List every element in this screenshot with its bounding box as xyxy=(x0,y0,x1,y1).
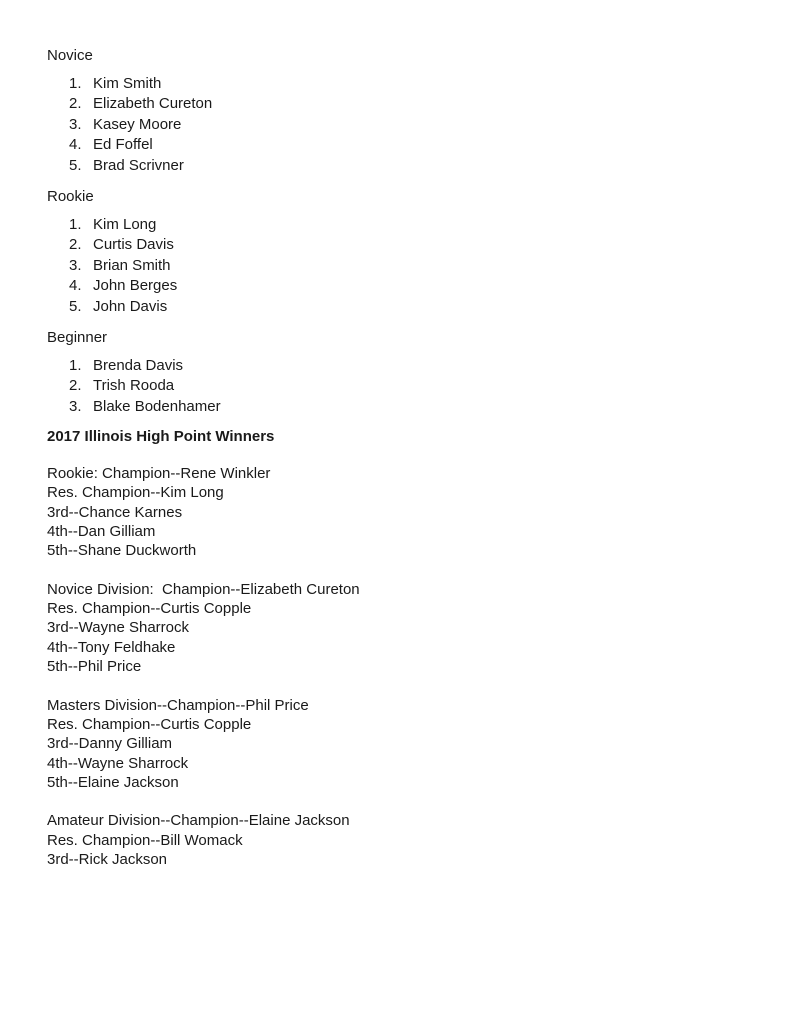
high-point-group-rookie xyxy=(47,464,747,560)
list-name: Brad Scrivner xyxy=(93,156,184,174)
list-number: 1. xyxy=(69,356,82,374)
high-point-section xyxy=(47,426,747,869)
list-name: John Davis xyxy=(93,297,168,315)
section-heading: Rookie xyxy=(47,187,94,205)
list-name: Brenda Davis xyxy=(93,356,184,374)
ranked-list xyxy=(47,215,747,317)
list-item xyxy=(47,235,747,255)
document-page xyxy=(47,45,747,869)
high-point-line: 5th--Elaine Jackson xyxy=(47,773,179,791)
list-number: 1. xyxy=(69,215,82,233)
list-item xyxy=(47,74,747,94)
list-item xyxy=(47,297,747,317)
high-point-group-masters xyxy=(47,696,747,792)
list-name: Curtis Davis xyxy=(93,236,174,254)
list-name: Blake Bodenhamer xyxy=(93,397,221,415)
high-point-line: 4th--Wayne Sharrock xyxy=(47,754,189,772)
high-point-title: 2017 Illinois High Point Winners xyxy=(47,428,275,446)
list-number: 2. xyxy=(69,236,82,254)
list-name: Brian Smith xyxy=(93,256,171,274)
high-point-line: Res. Champion--Kim Long xyxy=(47,484,224,502)
list-item xyxy=(47,397,747,417)
section-rookie xyxy=(47,186,747,317)
section-beginner xyxy=(47,327,747,417)
high-point-line: 4th--Tony Feldhake xyxy=(47,638,176,656)
section-novice xyxy=(47,45,747,176)
list-number: 4. xyxy=(69,277,82,295)
list-item xyxy=(47,276,747,296)
high-point-group-amateur xyxy=(47,811,747,869)
high-point-line: Masters Division--Champion--Phil Price xyxy=(47,696,309,714)
list-item xyxy=(47,156,747,176)
list-item xyxy=(47,256,747,276)
high-point-line: Rookie: Champion--Rene Winkler xyxy=(47,465,271,483)
list-number: 5. xyxy=(69,297,82,315)
list-item xyxy=(47,376,747,396)
ranked-list xyxy=(47,74,747,176)
list-number: 1. xyxy=(69,75,82,92)
high-point-line: Res. Champion--Bill Womack xyxy=(47,831,243,849)
high-point-line: 3rd--Danny Gilliam xyxy=(47,735,173,753)
list-number: 4. xyxy=(69,136,82,154)
high-point-group-novice xyxy=(47,580,747,676)
list-number: 3. xyxy=(69,256,82,274)
high-point-line: Res. Champion--Curtis Copple xyxy=(47,600,252,618)
list-number: 2. xyxy=(69,377,82,395)
list-name: Kim Smith xyxy=(93,75,162,92)
list-item xyxy=(47,356,747,376)
high-point-line: 5th--Shane Duckworth xyxy=(47,542,197,560)
high-point-line: Novice Division: Champion--Elizabeth Cureton xyxy=(47,580,360,598)
list-name: Kasey Moore xyxy=(93,115,182,133)
list-item xyxy=(47,135,747,155)
high-point-line: Amateur Division--Champion--Elaine Jackson xyxy=(47,812,350,830)
list-number: 5. xyxy=(69,156,82,174)
ranked-list xyxy=(47,356,747,417)
section-heading: Novice xyxy=(47,47,93,64)
list-number: 2. xyxy=(69,95,82,113)
list-name: Kim Long xyxy=(93,215,157,233)
list-name: Trish Rooda xyxy=(93,377,175,395)
high-point-line: 5th--Phil Price xyxy=(47,658,142,676)
high-point-line: 3rd--Rick Jackson xyxy=(47,851,168,869)
list-item xyxy=(47,94,747,114)
list-item xyxy=(47,215,747,235)
list-name: Elizabeth Cureton xyxy=(93,95,213,113)
list-item xyxy=(47,115,747,135)
list-name: Ed Foffel xyxy=(93,136,153,154)
list-name: John Berges xyxy=(93,277,178,295)
high-point-line: 3rd--Chance Karnes xyxy=(47,503,183,521)
high-point-line: Res. Champion--Curtis Copple xyxy=(47,715,252,733)
list-number: 3. xyxy=(69,397,82,415)
list-number: 3. xyxy=(69,115,82,133)
high-point-line: 4th--Dan Gilliam xyxy=(47,522,156,540)
section-heading: Beginner xyxy=(47,328,108,346)
high-point-line: 3rd--Wayne Sharrock xyxy=(47,619,189,637)
